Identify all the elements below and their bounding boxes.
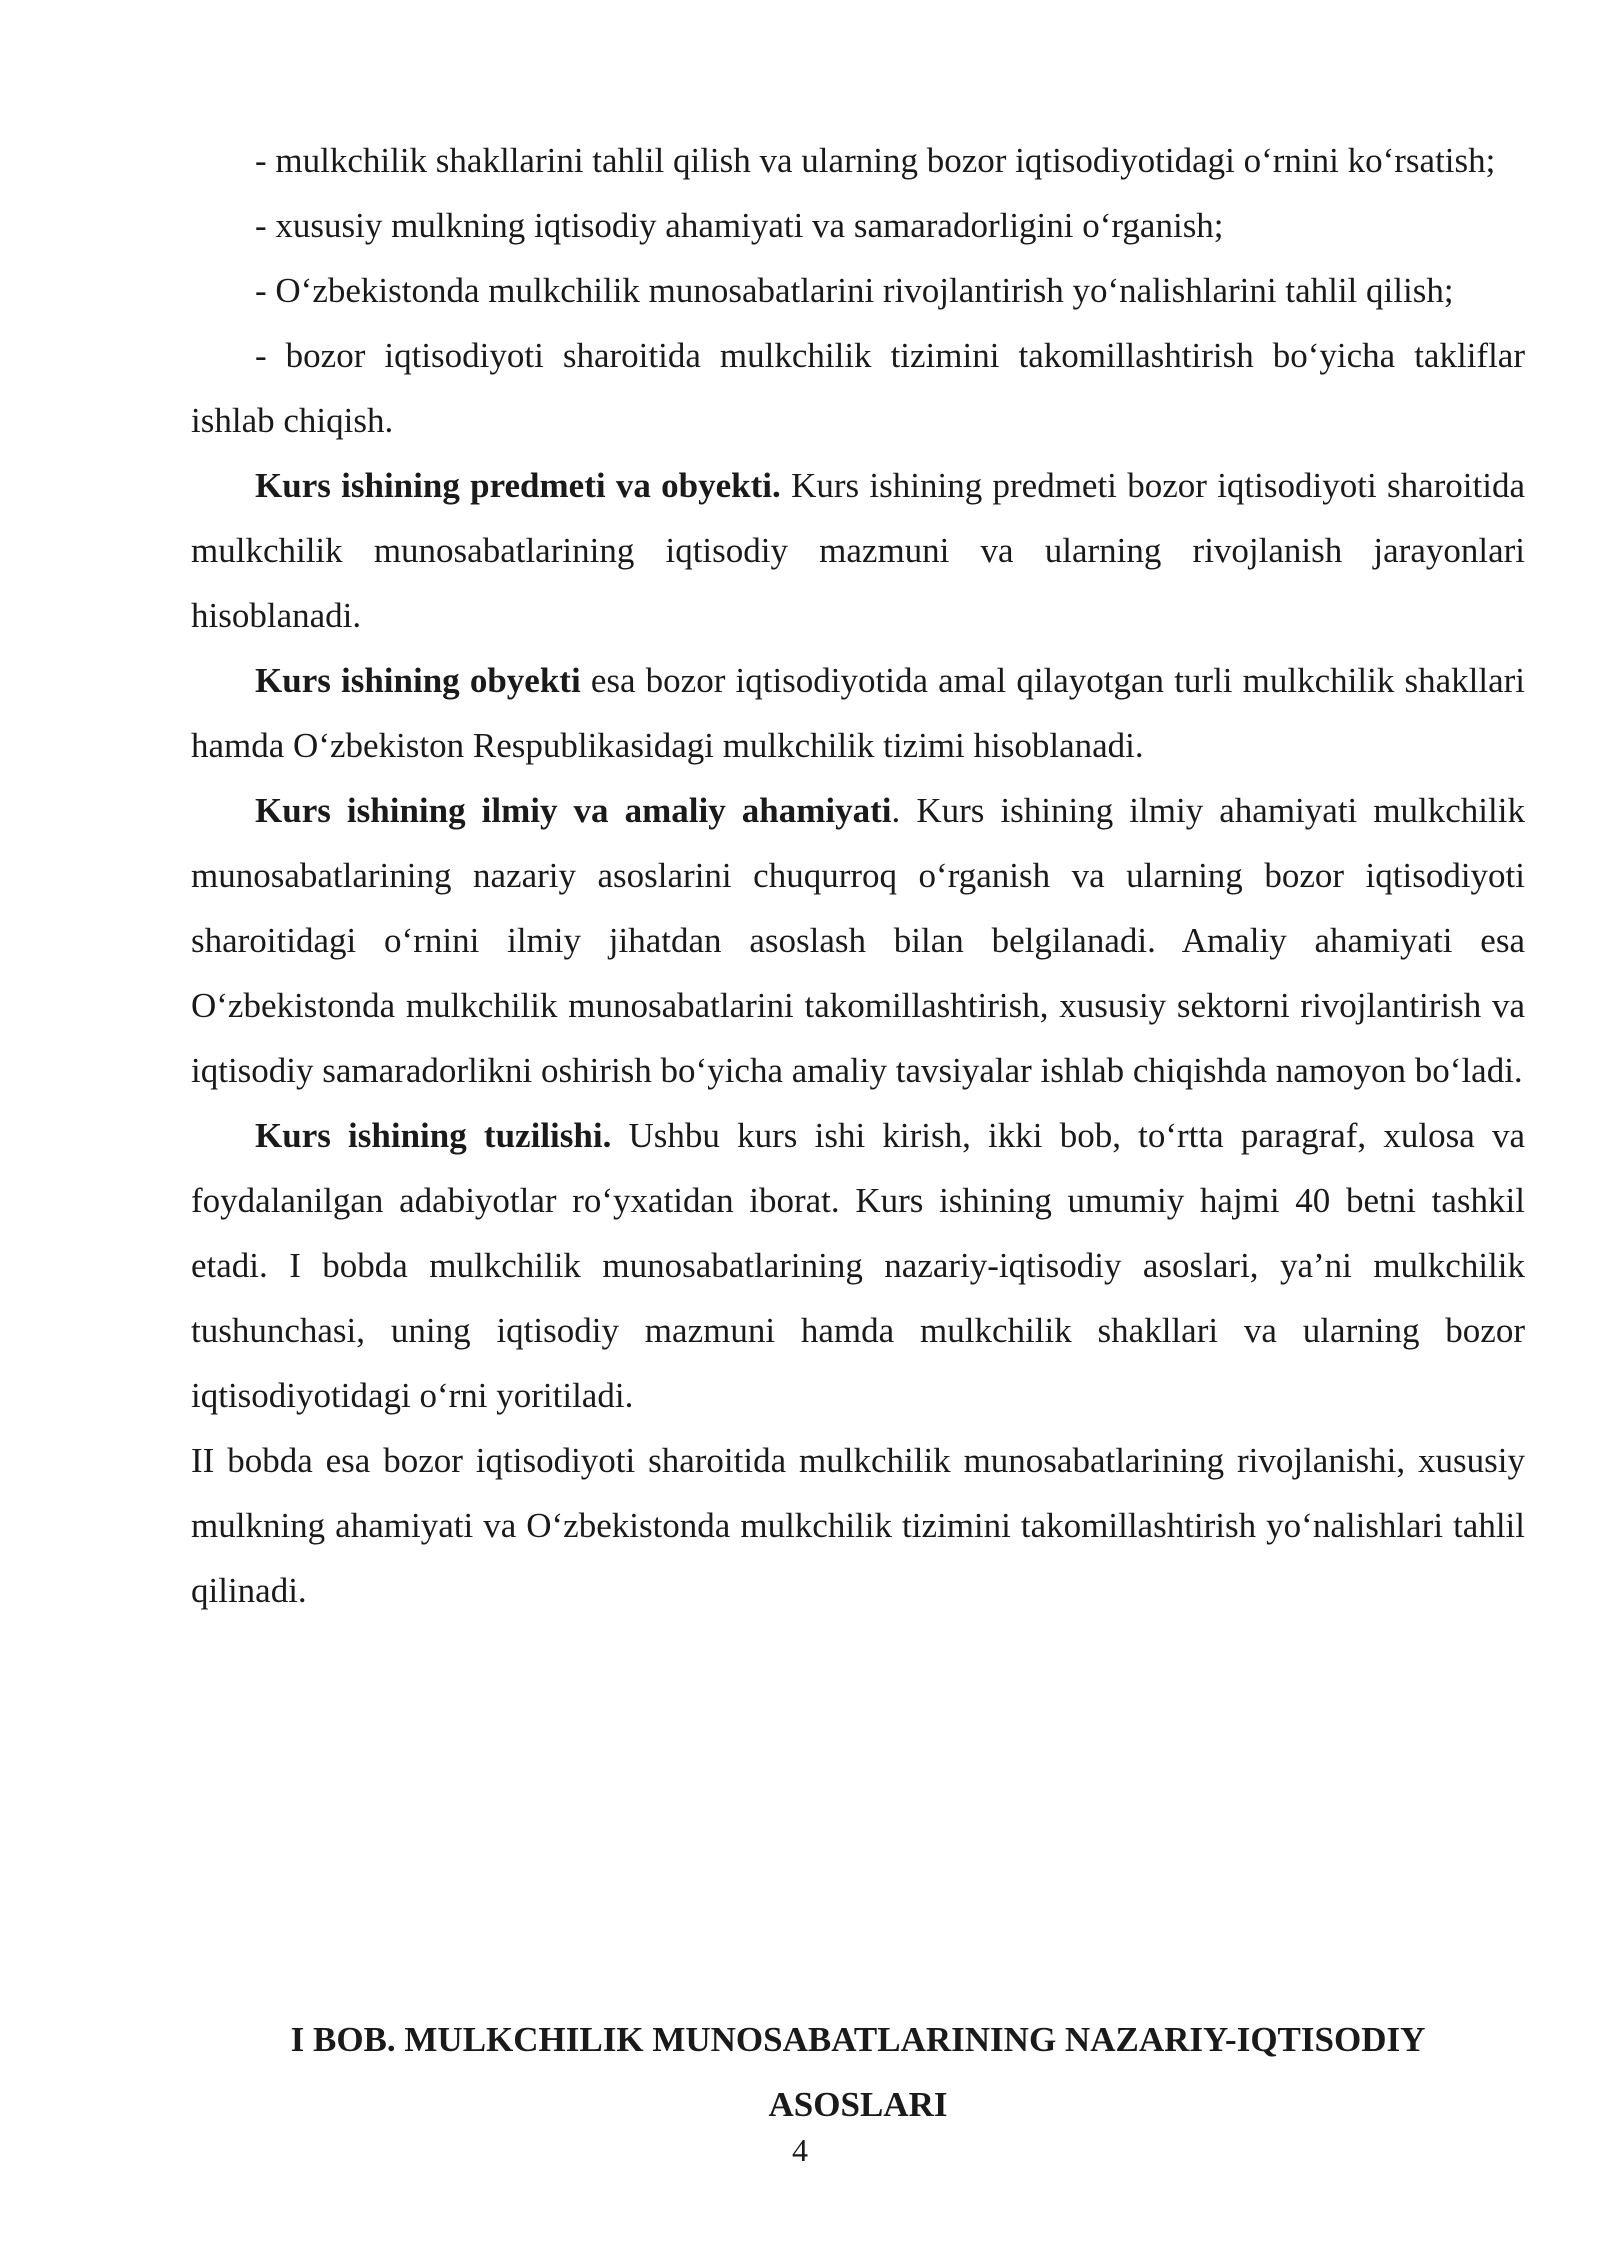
subject-heading: Kurs ishining predmeti va obyekti. xyxy=(255,466,781,505)
bullet-item: - O‘zbekistonda mulkchilik munosabatlarini rivojlantirish yo‘nalishlarini tahlil qilish; xyxy=(255,271,1454,310)
bullet-item: - mulkchilik shakllarini tahlil qilish va ularning bozor iqtisodiyotidagi o‘rnini ko‘rsatish; xyxy=(255,141,1496,180)
structure-text: Ushbu kurs ishi kirish, ikki bob, to‘rtta paragraf, xulosa va foydalanilgan adabiyotlar ro‘yxatidan iborat. Kurs ishining umumiy hajmi 40 betni tashkil etadi. I bobda mulkchilik munosabatlarining nazariy-iqtisodiy asoslari, ya’ni mulkchilik tushunchasi, uning iqtisodiy mazmuni hamda mulkchilik shakllari va ularning bozor iqtisodiyotidagi o‘rni yoritiladi. xyxy=(191,1116,1525,1415)
chapter-heading xyxy=(191,2007,1525,2137)
object-paragraph xyxy=(191,648,1525,778)
object-heading: Kurs ishining obyekti xyxy=(255,661,581,700)
object-text: esa bozor iqtisodiyotida amal qilayotgan turli mulkchilik shakllari hamda O‘zbekiston Respublikasidagi mulkchilik tizimi hisoblanadi. xyxy=(191,661,1526,765)
page-body xyxy=(191,128,1525,1623)
structure-paragraph xyxy=(191,1103,1525,1428)
significance-text: . Kurs ishining ilmiy ahamiyati mulkchilik munosabatlarining nazariy asoslarini chuqurroq o‘rganish va ularning bozor iqtisodiyoti sharoitidagi o‘rnini ilmiy jihatdan asoslash bilan belgilanadi. Amaliy ahamiyati esa O‘zbekistonda mulkchilik munosabatlarini takomillashtirish, xususiy sektorni rivojlantirish va iqtisodiy samaradorlikni oshirish bo‘yicha amaliy tavsiyalar ishlab chiqishda namoyon bo‘ladi. xyxy=(191,791,1525,1090)
bullet-item: - xususiy mulkning iqtisodiy ahamiyati va samaradorligini o‘rganish; xyxy=(255,206,1224,245)
subject-paragraph xyxy=(191,453,1525,648)
structure-heading: Kurs ishining tuzilishi. xyxy=(255,1116,612,1155)
bullet-item: - bozor iqtisodiyoti sharoitida mulkchilik tizimini takomillashtirish bo‘yicha takliflar ishlab chiqish. xyxy=(191,336,1525,440)
significance-paragraph xyxy=(191,778,1525,1103)
second-chapter-paragraph: II bobda esa bozor iqtisodiyoti sharoitida mulkchilik munosabatlarining rivojlanishi, xususiy mulkning ahamiyati va O‘zbekistonda mulkchilik tizimini takomillashtirish yo‘nalishlari tahlil qilinadi. xyxy=(191,1441,1525,1610)
subject-text: Kurs ishining predmeti bozor iqtisodiyoti sharoitida mulkchilik munosabatlarining iqtisodiy mazmuni va ularning rivojlanish jarayonlari hisoblanadi. xyxy=(191,466,1525,635)
chapter-heading-line-2: ASOSLARI xyxy=(768,2085,948,2124)
significance-heading: Kurs ishining ilmiy va amaliy ahamiyati xyxy=(255,791,892,830)
chapter-heading-line-1: I BOB. MULKCHILIK MUNOSABATLARINING NAZARIY-IQTISODIY xyxy=(290,2020,1426,2059)
page-number: 4 xyxy=(792,2132,808,2168)
